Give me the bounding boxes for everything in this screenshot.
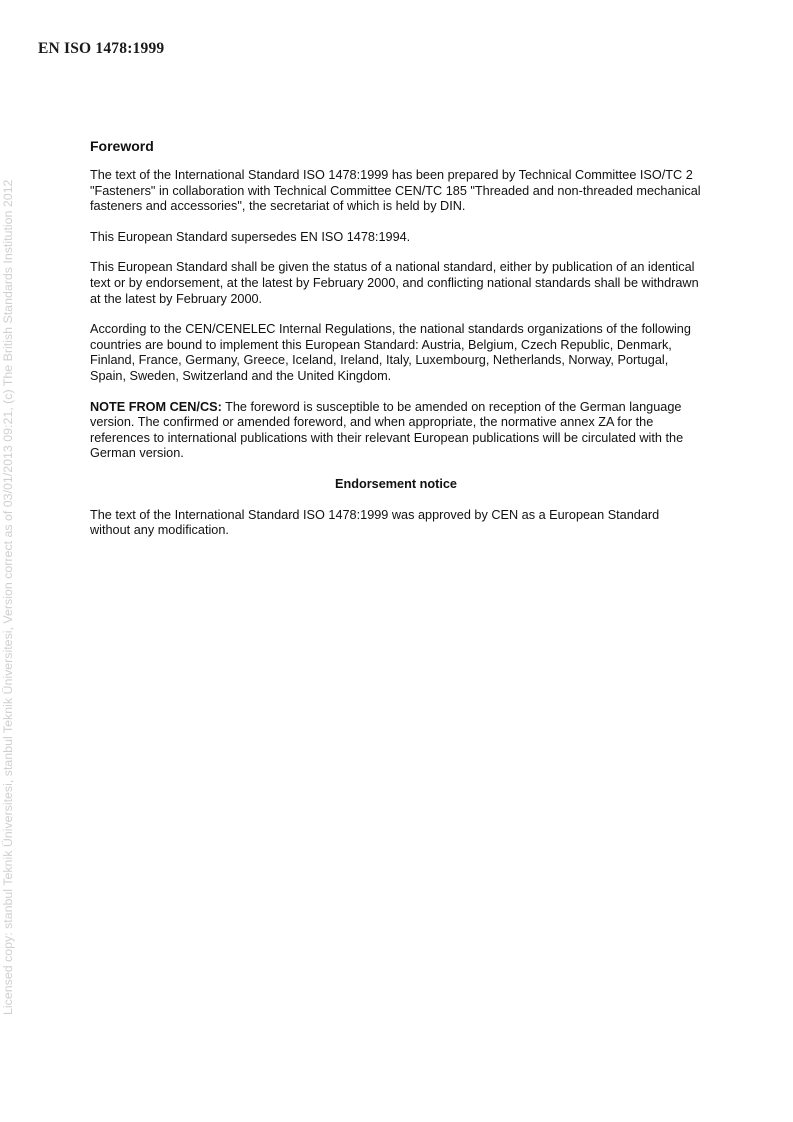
note-text: The foreword is susceptible to be amended on reception of the German language version. The confirmed or amended foreword, and when appropriate, the normative annex ZA for the references to international publications with their relevant European publications will be circulated with the German version. [90,399,684,461]
note-label: NOTE FROM CEN/CS: [90,399,222,414]
foreword-paragraph-2: This European Standard supersedes EN ISO 1478:1994. [90,229,411,244]
foreword-paragraph-3: This European Standard shall be given the status of a national standard, either by publication of an identical text or by endorsement, at the latest by February 2000, and conflicting national standards shall be withdrawn at the latest by February 2000. [90,260,699,306]
foreword-paragraph-1: The text of the International Standard ISO 1478:1999 has been prepared by Technical Committee ISO/TC 2 "Fasteners" in collaboration with Technical Committee CEN/TC 185 "Threaded and non-threaded mechanical fasteners and accessories", the secretariat of which is held by DIN. [90,168,701,214]
document-id-header: EN ISO 1478:1999 [38,40,165,57]
foreword-paragraph-4: According to the CEN/CENELEC Internal Regulations, the national standards organizations of the following countries are bound to implement this European Standard: Austria, Belgium, Czech Republic, Denmark, Finland, France, Germany, Greece, Iceland, Ireland, Italy, Luxembourg, Netherlands, Norway, Portugal, Spain, Sweden, Switzerland and the United Kingdom. [90,322,691,383]
page-body [90,138,702,554]
license-watermark: Licensed copy: stanbul Teknik Üniversitesi, stanbul Teknik Üniversitesi, Version correct as of 03/01/2013 09:21, (c) The British Standards Institution 2012 [1,179,15,1015]
endorsement-text: The text of the International Standard ISO 1478:1999 was approved by CEN as a European Standard without any modification. [90,507,660,538]
foreword-heading: Foreword [90,138,154,154]
cen-cs-note [90,400,702,462]
endorsement-heading: Endorsement notice [335,476,457,491]
